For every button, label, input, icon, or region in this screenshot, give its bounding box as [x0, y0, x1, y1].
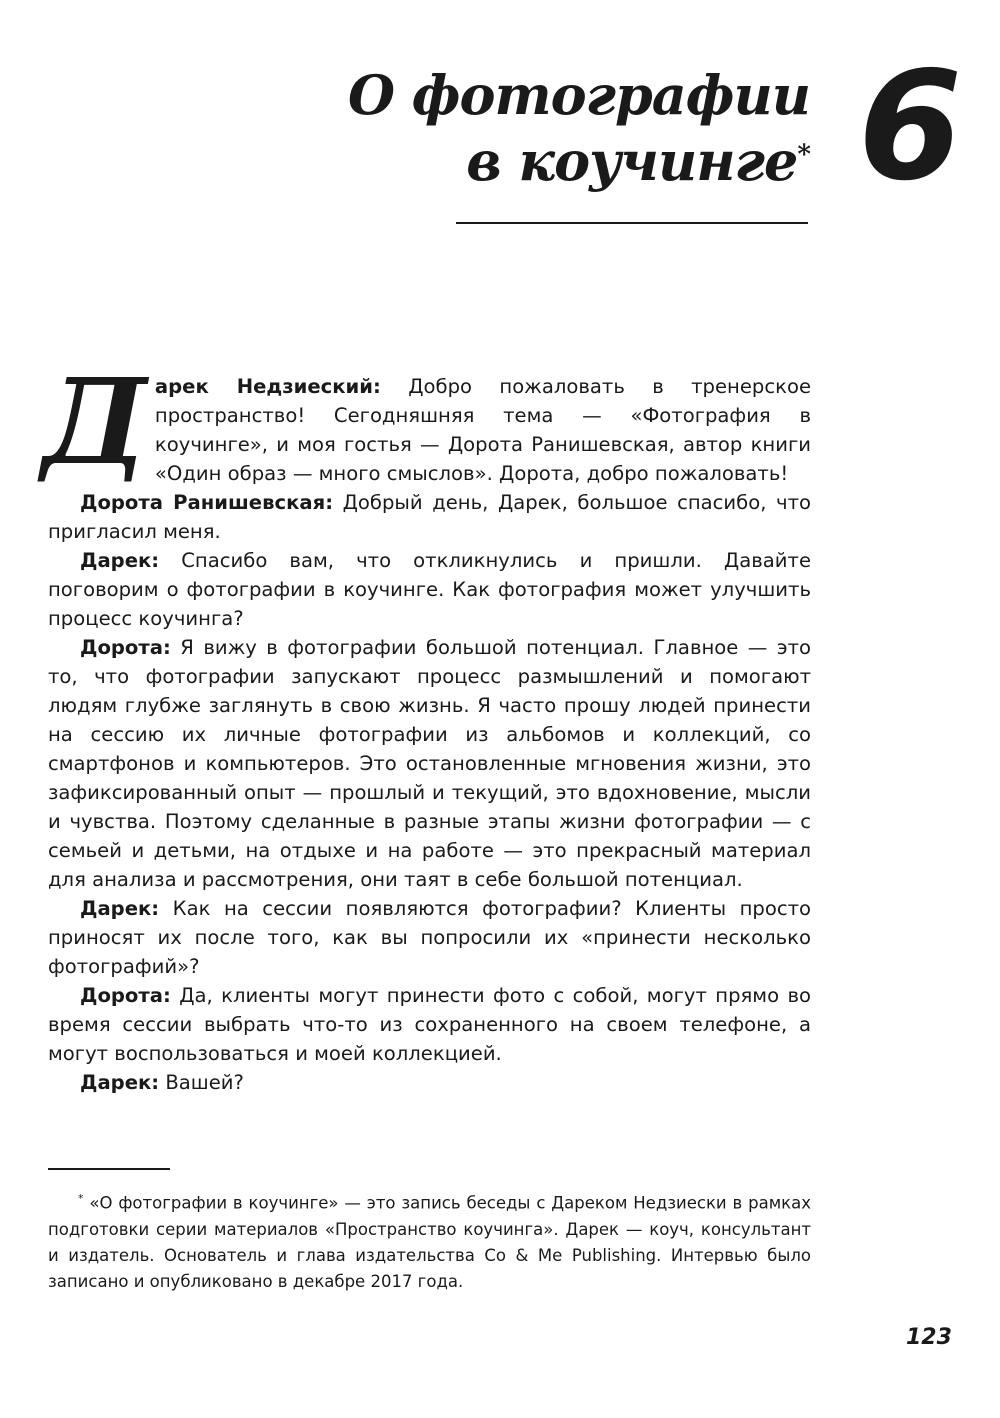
chapter-number: 6 [858, 40, 959, 214]
speaker-name: Дорота: [80, 984, 171, 1007]
footnote-divider [48, 1168, 170, 1170]
paragraph-text: Вашей? [159, 1071, 244, 1094]
paragraph [48, 1068, 811, 1097]
chapter-title-line2-text: в коучинге [466, 129, 798, 193]
drop-cap: Д [42, 352, 147, 491]
title-divider [456, 222, 808, 224]
chapter-title-line1: О фотографии [347, 63, 810, 127]
paragraph-text: Как на сессии появляются фотографии? Клиенты просто приносят их после того, как вы попросили их «принести несколько фотографий»? [48, 897, 811, 978]
speaker-name: арек Недзиеский: [154, 375, 381, 398]
paragraph [48, 981, 811, 1068]
chapter-title [348, 62, 810, 194]
page-number: 123 [906, 1325, 952, 1350]
paragraph-text: Спасибо вам, что откликнулись и пришли. Давайте поговорим о фотографии в коучинге. Как фотография может улучшить процесс коучинга? [48, 549, 811, 630]
footnote-text: «О фотографии в коучинге» — это запись беседы с Дареком Недзиески в рамках подготовки серии материалов «Пространство коучинга». Дарек — коуч, консультант и издатель. Основатель и глава издательства Co & Me Publishing. Интервью было записано и опубликовано в декабре 2017 года. [48, 1193, 811, 1291]
paragraph-text: Я вижу в фотографии большой потенциал. Главное — это то, что фотографии запускают процесс размышлений и помогают людям глубже заглянуть в свою жизнь. Я часто прошу людей принести на сессию их личные фотографии из альбомов и коллекций, со смартфонов и компьютеров. Это остановленные мгновения жизни, это зафиксированный опыт — прошлый и текущий, это вдохновение, мысли и чувства. Поэтому сделанные в разные этапы жизни фотографии — с семьей и детьми, на отдыхе и на работе — это прекрасный материал для анализа и рассмотрения, они таят в себе большой потенциал. [48, 636, 811, 891]
speaker-name: Дарек: [80, 549, 160, 572]
speaker-name: Дорота: [80, 636, 171, 659]
paragraph [48, 546, 811, 633]
paragraph [48, 894, 811, 981]
paragraph-text: Да, клиенты могут принести фото с собой, могут прямо во время сессии выбрать что-то из сохраненного на своем телефоне, а могут воспользоваться и моей коллекцией. [48, 984, 811, 1065]
footnote [48, 1186, 811, 1295]
paragraph [48, 633, 811, 894]
interview-text [42, 352, 812, 1097]
footnote-marker: * [78, 1192, 84, 1205]
speaker-name: Дарек: [80, 897, 160, 920]
paragraph [48, 488, 811, 546]
speaker-name: Дорота Ранишевская: [80, 491, 334, 514]
paragraph [42, 352, 812, 491]
paragraph-text: Добро пожаловать в тренерское пространство! Сегодняшняя тема — «Фотография в коучинге», и моя гостья — Дорота Ранишевская, автор книги «Один образ — много смыслов». Дорота, добро пожаловать! [154, 375, 812, 485]
speaker-name: Дарек: [80, 1071, 160, 1094]
title-footnote-marker: * [797, 140, 810, 170]
chapter-title-line2 [348, 128, 810, 194]
paragraph-text: Добрый день, Дарек, большое спасибо, что пригласил меня. [48, 491, 812, 543]
